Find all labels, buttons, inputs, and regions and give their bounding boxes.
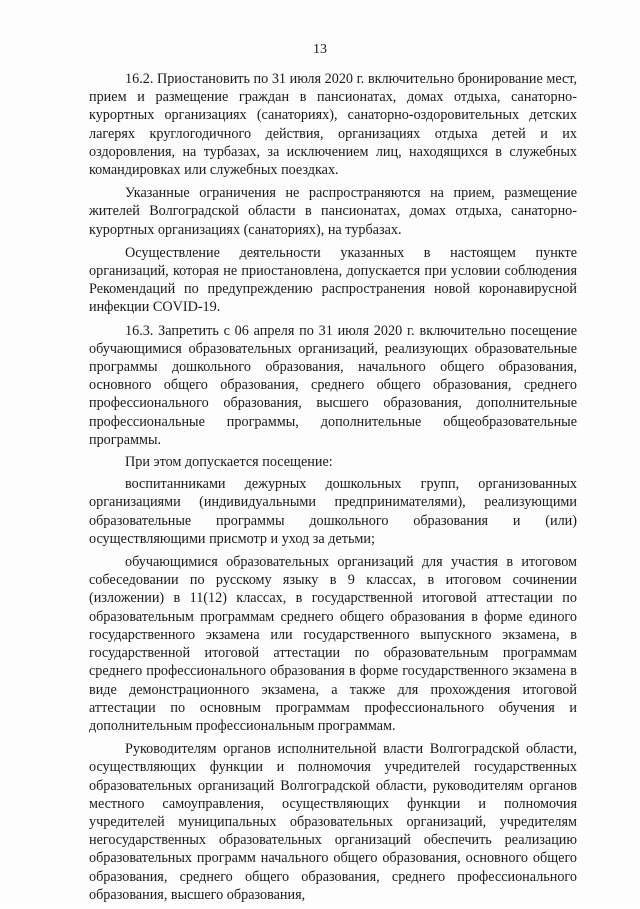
paragraph-exceptions: Указанные ограничения не распространяются на прием, размещение жителей Волгоградской области в пансионатах, домах отдыха, санаторно-курортных организациях (санаториях), на турбазах. [89,185,577,238]
paragraph-activity-conditions: Осуществление деятельности указанных в настоящем пункте организаций, которая не приостановлена, допускается при условии соблюдения Рекомендаций по предупреждению распространения новой коронавирусной инфекции COVID-19. [89,244,577,316]
paragraph-duty-preschool-groups: воспитанниками дежурных дошкольных групп, организованных организациями (индивидуальными предпринимателями), реализующими образовательные программы дошкольного образования и (или) осуществляющими присмотр и уход за детьми; [89,476,577,547]
paragraph-permitted-intro: При этом допускается посещение: [125,454,333,471]
paragraph-16-2: 16.2. Приостановить по 31 июля 2020 г. включительно бронирование мест, прием и размещение граждан в пансионатах, домах отдыха, санаторно-курортных организациях (санаториях), санаторно-оздоровительных детских лагерях круглогодичного действия, организациях отдыха детей и их оздоровления, на турбазах, за исключением лиц, находящихся в служебных командировках или служебных поездках. [89,71,577,179]
paragraph-exam-participation: обучающимися образовательных организаций для участия в итоговом собеседовании по русскому языку в 9 классах, в итоговом сочинении (изложении) в 11(12) классах, в государственной итоговой аттестации по образовательным программам среднего общего образования в форме единого государственного экзамена или государственного выпускного экзамена, в государственной итоговой аттестации по образовательным программам среднего профессионального образования в форме государственного экзамена в виде демонстрационного экзамена, а также для прохождения итоговой аттестации по основным программам профессионального обучения и дополнительным профессиональным программам. [89,554,577,734]
page-number: 13 [313,42,327,57]
document-body [89,70,577,909]
paragraph-16-3: 16.3. Запретить с 06 апреля по 31 июля 2020 г. включительно посещение обучающимися образовательных организаций, реализующих образовательные программы дошкольного образования, начального общего образования, основного общего образования, среднего общего образования, среднего профессионального образования, высшего образования, дополнительные профессиональные программы, дополнительные общеобразовательные программы. [89,322,577,448]
paragraph-heads-of-authorities: Руководителям органов исполнительной власти Волгоградской области, осуществляющих функции и полномочия учредителей государственных образовательных организаций Волгоградской области, руководителям органов местного самоуправления, осуществляющих функции и полномочия учредителей муниципальных образовательных организаций, учредителям негосударственных образовательных организаций обеспечить реализацию образовательных программ начального общего образования, основного общего образования, среднего общего образования, среднего профессионального образования, высшего образования, [89,741,577,903]
